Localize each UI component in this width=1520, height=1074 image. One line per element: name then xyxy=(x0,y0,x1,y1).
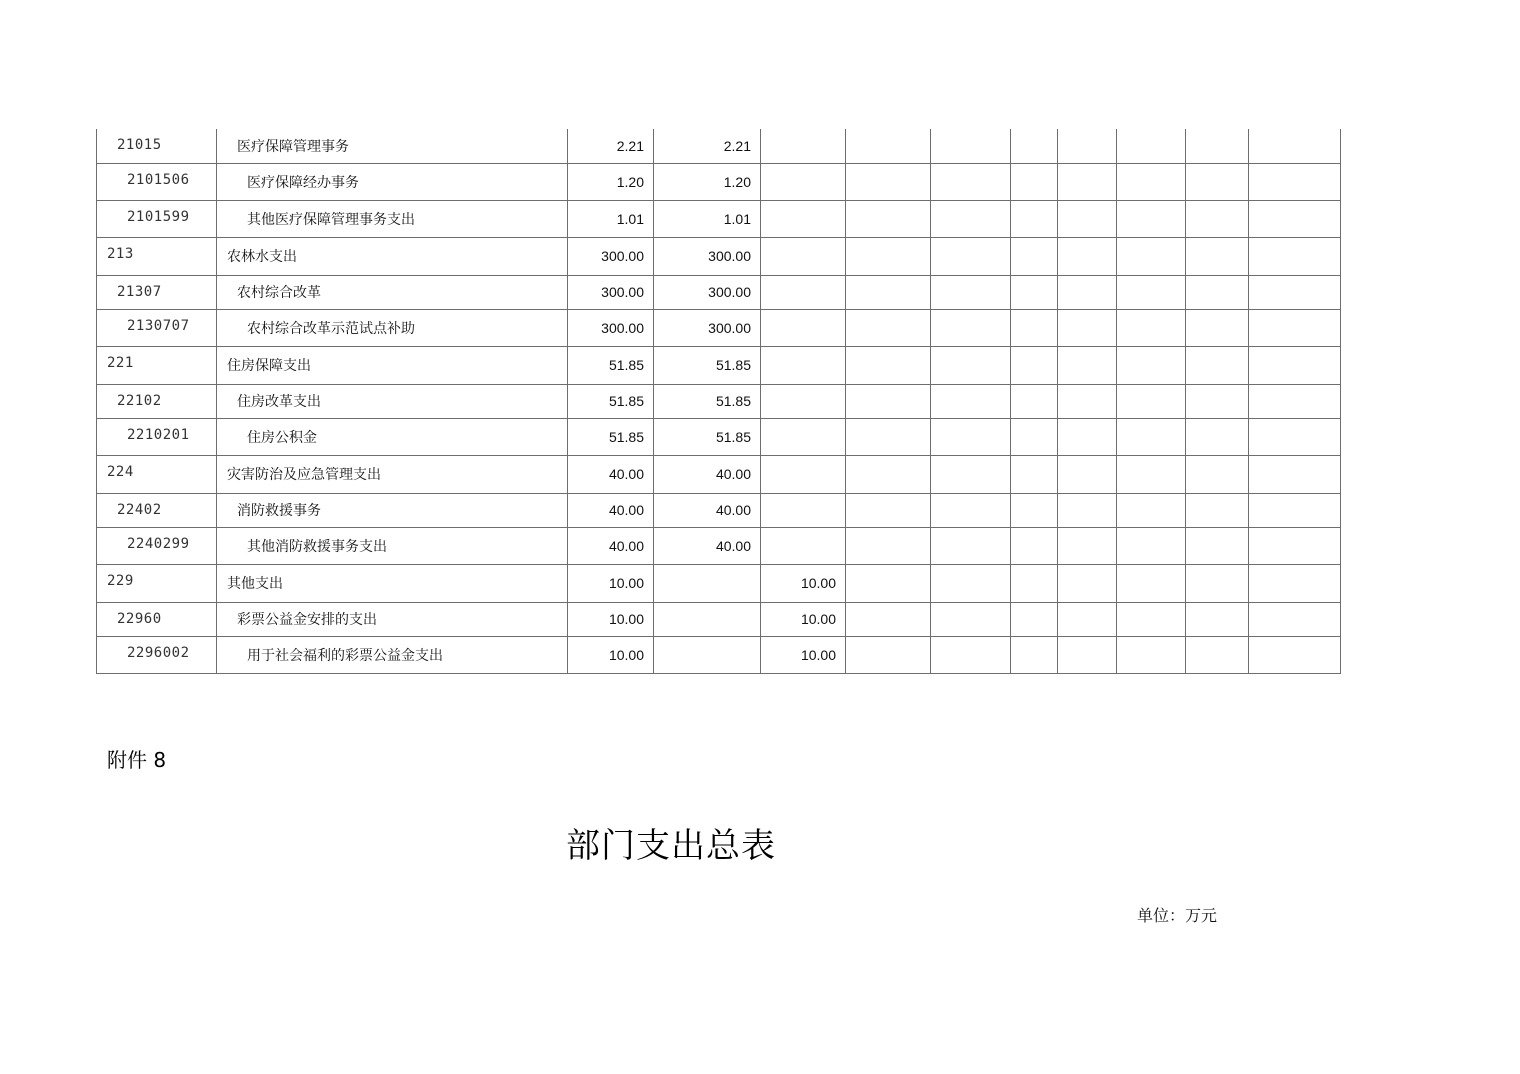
empty-cell xyxy=(846,527,931,564)
empty-cell xyxy=(1011,418,1058,455)
project-expense-cell xyxy=(761,527,846,564)
total-cell: 1.20 xyxy=(568,163,654,200)
empty-cell xyxy=(1249,129,1341,163)
empty-cell xyxy=(1117,275,1186,309)
empty-cell xyxy=(1011,275,1058,309)
empty-cell xyxy=(1117,602,1186,636)
project-expense-cell xyxy=(761,275,846,309)
empty-cell xyxy=(1058,237,1117,275)
empty-cell xyxy=(1249,237,1341,275)
empty-cell xyxy=(931,418,1011,455)
empty-cell xyxy=(846,309,931,346)
basic-expense-cell: 1.01 xyxy=(654,200,761,237)
project-expense-cell: 10.00 xyxy=(761,602,846,636)
empty-cell xyxy=(1011,493,1058,527)
empty-cell xyxy=(1186,455,1249,493)
empty-cell xyxy=(1117,129,1186,163)
empty-cell xyxy=(846,346,931,384)
empty-cell xyxy=(1186,163,1249,200)
empty-cell xyxy=(1249,527,1341,564)
subject-code-cell: 213 xyxy=(97,237,217,275)
empty-cell xyxy=(1058,163,1117,200)
project-expense-cell xyxy=(761,493,846,527)
subject-code-cell: 2210201 xyxy=(97,418,217,455)
total-cell: 40.00 xyxy=(568,455,654,493)
empty-cell xyxy=(846,129,931,163)
total-cell: 300.00 xyxy=(568,275,654,309)
empty-cell xyxy=(1117,493,1186,527)
empty-cell xyxy=(1249,418,1341,455)
subject-name-cell: 其他消防救援事务支出 xyxy=(217,527,568,564)
empty-cell xyxy=(1117,346,1186,384)
empty-cell xyxy=(1186,418,1249,455)
basic-expense-cell xyxy=(654,636,761,673)
empty-cell xyxy=(931,346,1011,384)
empty-cell xyxy=(846,636,931,673)
page-title: 部门支出总表 xyxy=(566,826,776,866)
basic-expense-cell: 1.20 xyxy=(654,163,761,200)
basic-expense-cell: 300.00 xyxy=(654,275,761,309)
empty-cell xyxy=(1058,455,1117,493)
subject-name-cell: 其他支出 xyxy=(217,564,568,602)
empty-cell xyxy=(1249,564,1341,602)
subject-code-cell: 224 xyxy=(97,455,217,493)
empty-cell xyxy=(931,527,1011,564)
project-expense-cell xyxy=(761,163,846,200)
empty-cell xyxy=(1058,275,1117,309)
table-row xyxy=(97,493,1341,527)
empty-cell xyxy=(1011,527,1058,564)
empty-cell xyxy=(1058,564,1117,602)
subject-code-cell: 22102 xyxy=(97,384,217,418)
empty-cell xyxy=(931,163,1011,200)
basic-expense-cell: 51.85 xyxy=(654,384,761,418)
basic-expense-cell: 40.00 xyxy=(654,455,761,493)
subject-code-cell: 21307 xyxy=(97,275,217,309)
empty-cell xyxy=(1186,129,1249,163)
total-cell: 51.85 xyxy=(568,346,654,384)
table-row xyxy=(97,163,1341,200)
subject-name-cell: 农村综合改革示范试点补助 xyxy=(217,309,568,346)
empty-cell xyxy=(1011,346,1058,384)
empty-cell xyxy=(1249,346,1341,384)
total-cell: 51.85 xyxy=(568,384,654,418)
empty-cell xyxy=(1186,275,1249,309)
empty-cell xyxy=(1058,346,1117,384)
subject-name-cell: 医疗保障经办事务 xyxy=(217,163,568,200)
empty-cell xyxy=(931,129,1011,163)
project-expense-cell xyxy=(761,384,846,418)
total-cell: 51.85 xyxy=(568,418,654,455)
empty-cell xyxy=(931,602,1011,636)
subject-name-cell: 彩票公益金安排的支出 xyxy=(217,602,568,636)
empty-cell xyxy=(1058,418,1117,455)
subject-code-cell: 2296002 xyxy=(97,636,217,673)
empty-cell xyxy=(1117,384,1186,418)
empty-cell xyxy=(1058,200,1117,237)
empty-cell xyxy=(1249,493,1341,527)
subject-code-cell: 2240299 xyxy=(97,527,217,564)
table-row xyxy=(97,200,1341,237)
project-expense-cell xyxy=(761,129,846,163)
empty-cell xyxy=(846,163,931,200)
subject-code-cell: 2101599 xyxy=(97,200,217,237)
empty-cell xyxy=(1186,564,1249,602)
basic-expense-cell: 300.00 xyxy=(654,309,761,346)
empty-cell xyxy=(846,275,931,309)
total-cell: 40.00 xyxy=(568,493,654,527)
empty-cell xyxy=(931,636,1011,673)
empty-cell xyxy=(846,237,931,275)
empty-cell xyxy=(1186,636,1249,673)
empty-cell xyxy=(1011,309,1058,346)
subject-name-cell: 住房公积金 xyxy=(217,418,568,455)
empty-cell xyxy=(931,384,1011,418)
empty-cell xyxy=(1117,564,1186,602)
empty-cell xyxy=(1011,455,1058,493)
project-expense-cell xyxy=(761,237,846,275)
empty-cell xyxy=(1058,602,1117,636)
empty-cell xyxy=(1117,418,1186,455)
subject-name-cell: 用于社会福利的彩票公益金支出 xyxy=(217,636,568,673)
table-row xyxy=(97,309,1341,346)
empty-cell xyxy=(1249,384,1341,418)
subject-code-cell: 22402 xyxy=(97,493,217,527)
subject-name-cell: 农村综合改革 xyxy=(217,275,568,309)
table-row xyxy=(97,346,1341,384)
total-cell: 1.01 xyxy=(568,200,654,237)
subject-code-cell: 229 xyxy=(97,564,217,602)
total-cell: 10.00 xyxy=(568,602,654,636)
empty-cell xyxy=(931,200,1011,237)
basic-expense-cell: 51.85 xyxy=(654,418,761,455)
table-row xyxy=(97,602,1341,636)
total-cell: 2.21 xyxy=(568,129,654,163)
basic-expense-cell: 40.00 xyxy=(654,527,761,564)
empty-cell xyxy=(846,455,931,493)
empty-cell xyxy=(1011,564,1058,602)
subject-code-cell: 2130707 xyxy=(97,309,217,346)
empty-cell xyxy=(1186,493,1249,527)
attachment-label: 附件 8 xyxy=(107,748,167,772)
unit-label: 单位：万元 xyxy=(1137,906,1218,925)
empty-cell xyxy=(1186,309,1249,346)
basic-expense-cell: 51.85 xyxy=(654,346,761,384)
empty-cell xyxy=(1011,636,1058,673)
empty-cell xyxy=(846,418,931,455)
empty-cell xyxy=(1186,384,1249,418)
table-row xyxy=(97,129,1341,163)
basic-expense-cell xyxy=(654,564,761,602)
empty-cell xyxy=(1117,163,1186,200)
project-expense-cell xyxy=(761,455,846,493)
empty-cell xyxy=(1186,200,1249,237)
empty-cell xyxy=(1011,163,1058,200)
empty-cell xyxy=(1249,636,1341,673)
budget-table xyxy=(96,129,1341,674)
empty-cell xyxy=(1186,346,1249,384)
project-expense-cell xyxy=(761,200,846,237)
basic-expense-cell: 2.21 xyxy=(654,129,761,163)
table-row xyxy=(97,455,1341,493)
table-row xyxy=(97,564,1341,602)
empty-cell xyxy=(1249,200,1341,237)
subject-code-cell: 22960 xyxy=(97,602,217,636)
empty-cell xyxy=(1058,636,1117,673)
total-cell: 10.00 xyxy=(568,636,654,673)
subject-code-cell: 21015 xyxy=(97,129,217,163)
empty-cell xyxy=(846,564,931,602)
total-cell: 10.00 xyxy=(568,564,654,602)
basic-expense-cell: 300.00 xyxy=(654,237,761,275)
project-expense-cell xyxy=(761,309,846,346)
subject-code-cell: 221 xyxy=(97,346,217,384)
empty-cell xyxy=(1117,200,1186,237)
subject-code-cell: 2101506 xyxy=(97,163,217,200)
project-expense-cell xyxy=(761,346,846,384)
subject-name-cell: 农林水支出 xyxy=(217,237,568,275)
empty-cell xyxy=(1249,163,1341,200)
empty-cell xyxy=(931,309,1011,346)
empty-cell xyxy=(1058,129,1117,163)
project-expense-cell: 10.00 xyxy=(761,564,846,602)
subject-name-cell: 灾害防治及应急管理支出 xyxy=(217,455,568,493)
empty-cell xyxy=(931,237,1011,275)
empty-cell xyxy=(1117,309,1186,346)
empty-cell xyxy=(1011,129,1058,163)
empty-cell xyxy=(931,455,1011,493)
empty-cell xyxy=(1011,384,1058,418)
basic-expense-cell xyxy=(654,602,761,636)
empty-cell xyxy=(931,275,1011,309)
empty-cell xyxy=(1058,309,1117,346)
empty-cell xyxy=(1186,602,1249,636)
total-cell: 300.00 xyxy=(568,309,654,346)
subject-name-cell: 医疗保障管理事务 xyxy=(217,129,568,163)
subject-name-cell: 住房保障支出 xyxy=(217,346,568,384)
empty-cell xyxy=(931,493,1011,527)
empty-cell xyxy=(1011,200,1058,237)
empty-cell xyxy=(931,564,1011,602)
empty-cell xyxy=(846,602,931,636)
empty-cell xyxy=(1058,384,1117,418)
empty-cell xyxy=(1249,455,1341,493)
subject-name-cell: 住房改革支出 xyxy=(217,384,568,418)
empty-cell xyxy=(846,200,931,237)
empty-cell xyxy=(1011,237,1058,275)
table-row xyxy=(97,636,1341,673)
total-cell: 300.00 xyxy=(568,237,654,275)
empty-cell xyxy=(1058,527,1117,564)
table-row xyxy=(97,384,1341,418)
empty-cell xyxy=(846,384,931,418)
table-row xyxy=(97,418,1341,455)
table-row xyxy=(97,237,1341,275)
empty-cell xyxy=(1117,455,1186,493)
basic-expense-cell: 40.00 xyxy=(654,493,761,527)
empty-cell xyxy=(1186,237,1249,275)
empty-cell xyxy=(1249,275,1341,309)
empty-cell xyxy=(846,493,931,527)
total-cell: 40.00 xyxy=(568,527,654,564)
empty-cell xyxy=(1249,309,1341,346)
table-body xyxy=(97,129,1341,673)
table-row xyxy=(97,275,1341,309)
project-expense-cell xyxy=(761,418,846,455)
empty-cell xyxy=(1117,527,1186,564)
empty-cell xyxy=(1117,636,1186,673)
subject-name-cell: 消防救援事务 xyxy=(217,493,568,527)
project-expense-cell: 10.00 xyxy=(761,636,846,673)
table-row xyxy=(97,527,1341,564)
empty-cell xyxy=(1117,237,1186,275)
empty-cell xyxy=(1186,527,1249,564)
empty-cell xyxy=(1011,602,1058,636)
subject-name-cell: 其他医疗保障管理事务支出 xyxy=(217,200,568,237)
empty-cell xyxy=(1058,493,1117,527)
empty-cell xyxy=(1249,602,1341,636)
